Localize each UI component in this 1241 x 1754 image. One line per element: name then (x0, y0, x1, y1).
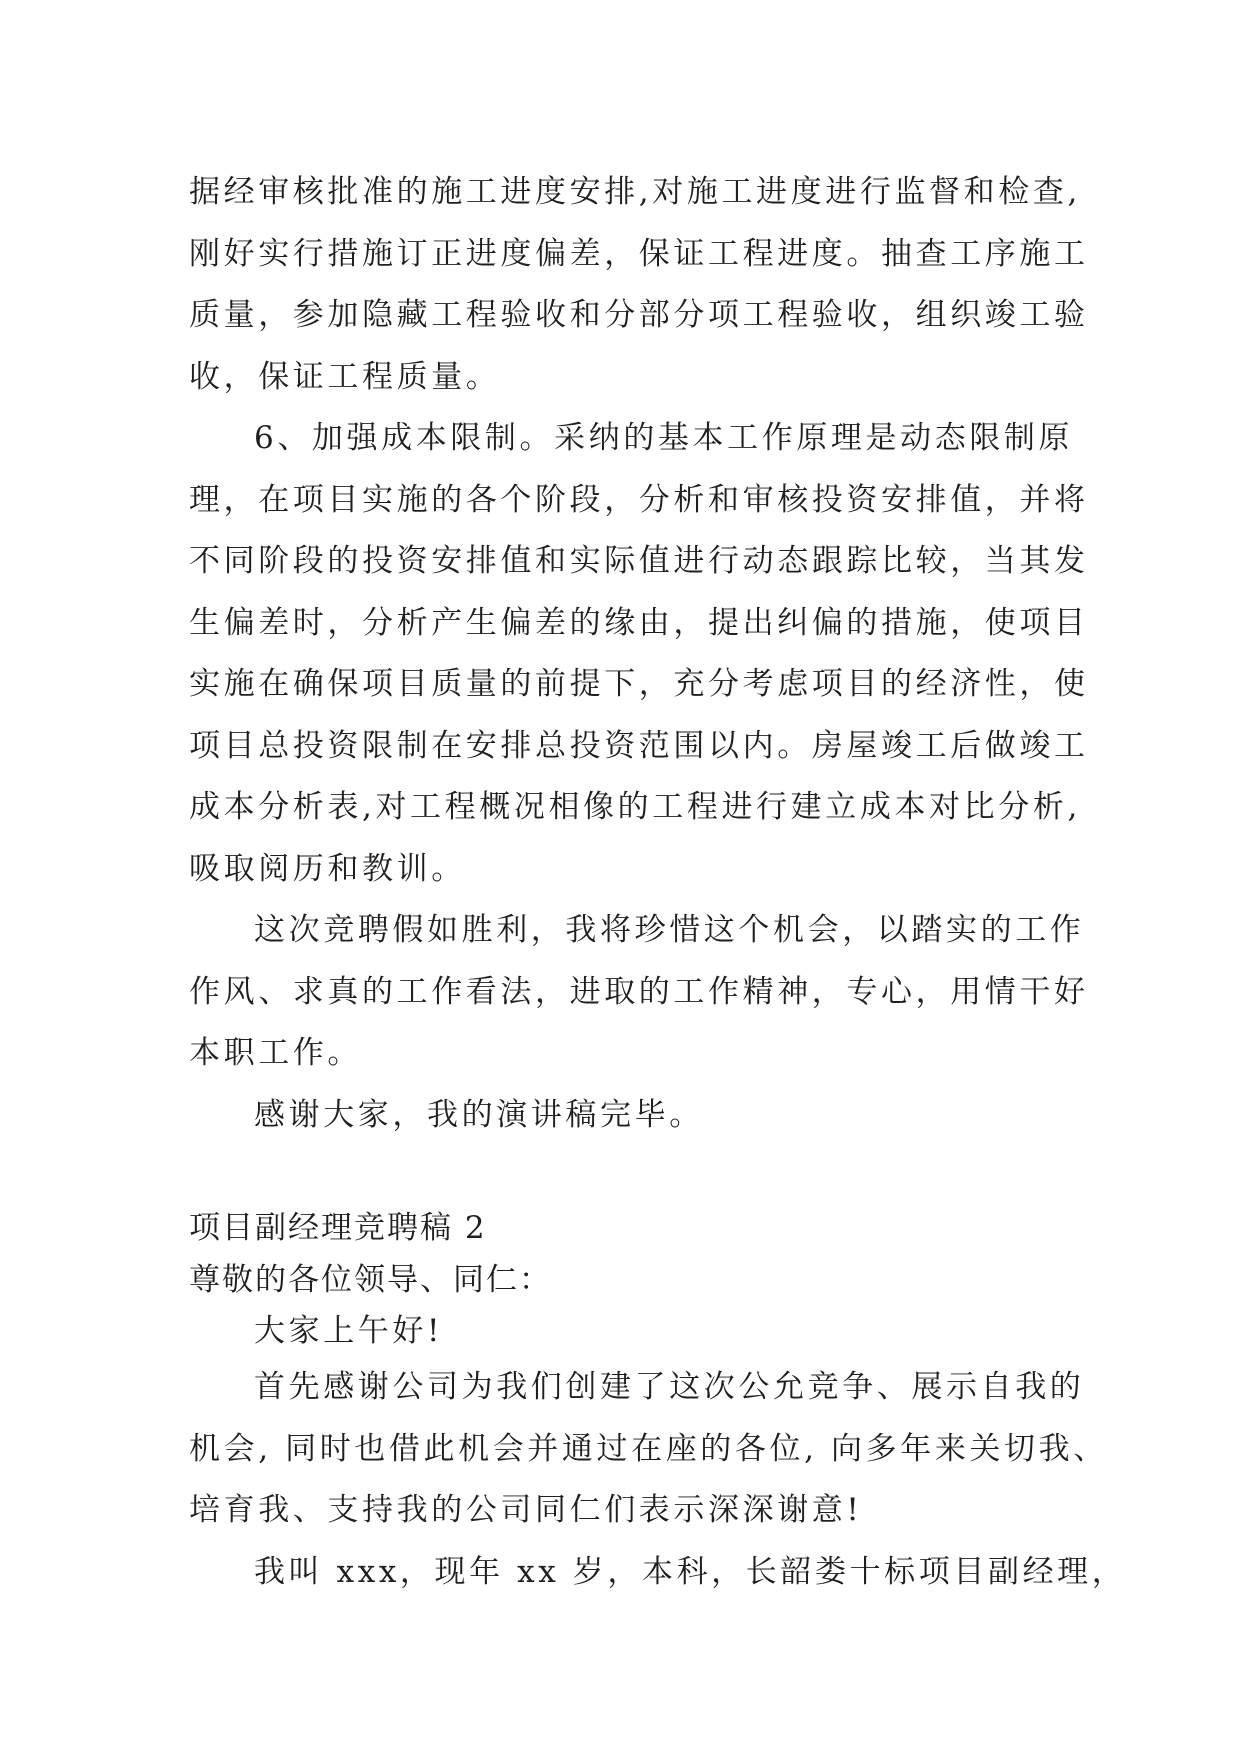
document-body (189, 162, 1127, 1603)
text-line: 这次竞聘假如胜利，我将珍惜这个机会，以踏实的工作 (254, 912, 1085, 948)
text-line: 成本分析表,对工程概况相像的工程进行建立成本对比分析, (189, 789, 1081, 825)
section-spacer (189, 1146, 1089, 1202)
paragraph-thanks (189, 1357, 1108, 1542)
text-line: 首先感谢公司为我们创建了这次公允竞争、展示自我的 (254, 1369, 1085, 1405)
paragraph-cost-control (189, 408, 1089, 900)
text-line: 感谢大家，我的演讲稿完毕。 (254, 1096, 704, 1133)
text-line: 生偏差时，分析产生偏差的缘由，提出纠偏的措施，使项目 (189, 604, 1089, 641)
text-line: 质量，参加隐藏工程验收和分部分项工程验收，组织竣工验 (189, 297, 1089, 333)
text-line: 不同阶段的投资安排值和实际值进行动态跟踪比较，当其发 (189, 543, 1089, 579)
text-line: 本职工作。 (189, 1035, 362, 1071)
paragraph-self-intro (189, 1542, 1127, 1604)
text-line: 我叫 xxx，现年 xx 岁，本科，长韶娄十标项目副经理， (254, 1553, 1127, 1590)
paragraph-closing (189, 1085, 1089, 1147)
text-line: 培育我、支持我的公司同仁们表示深深谢意! (189, 1492, 863, 1528)
greeting: 大家上午好! (254, 1313, 444, 1349)
text-line: 6、加强成本限制。采纳的基本工作原理是动态限制原 (254, 420, 1074, 456)
text-line: 收，保证工程质量。 (189, 358, 501, 395)
paragraph-commitment (189, 900, 1089, 1085)
section-title: 项目副经理竞聘稿 2 (189, 1210, 487, 1246)
text-line: 实施在确保项目质量的前提下，充分考虑项目的经济性，使 (189, 666, 1089, 702)
text-line: 机会, 同时也借此机会并通过在座的各位, 向多年来关切我、 (189, 1430, 1108, 1467)
text-line: 理，在项目实施的各个阶段，分析和审核投资安排值，并将 (189, 481, 1089, 518)
text-line: 作风、求真的工作看法，进取的工作精神，专心，用情干好 (189, 973, 1089, 1010)
text-line: 吸取阅历和教训。 (189, 850, 466, 887)
text-line: 刚好实行措施订正进度偏差，保证工程进度。抽查工序施工 (189, 235, 1089, 272)
salutation: 尊敬的各位领导、同仁： (189, 1262, 552, 1298)
paragraph-schedule-control (189, 162, 1089, 408)
text-line: 项目总投资限制在安排总投资范围以内。房屋竣工后做竣工 (189, 727, 1089, 764)
text-line: 据经审核批准的施工进度安排,对施工进度进行监督和检查, (189, 174, 1081, 210)
